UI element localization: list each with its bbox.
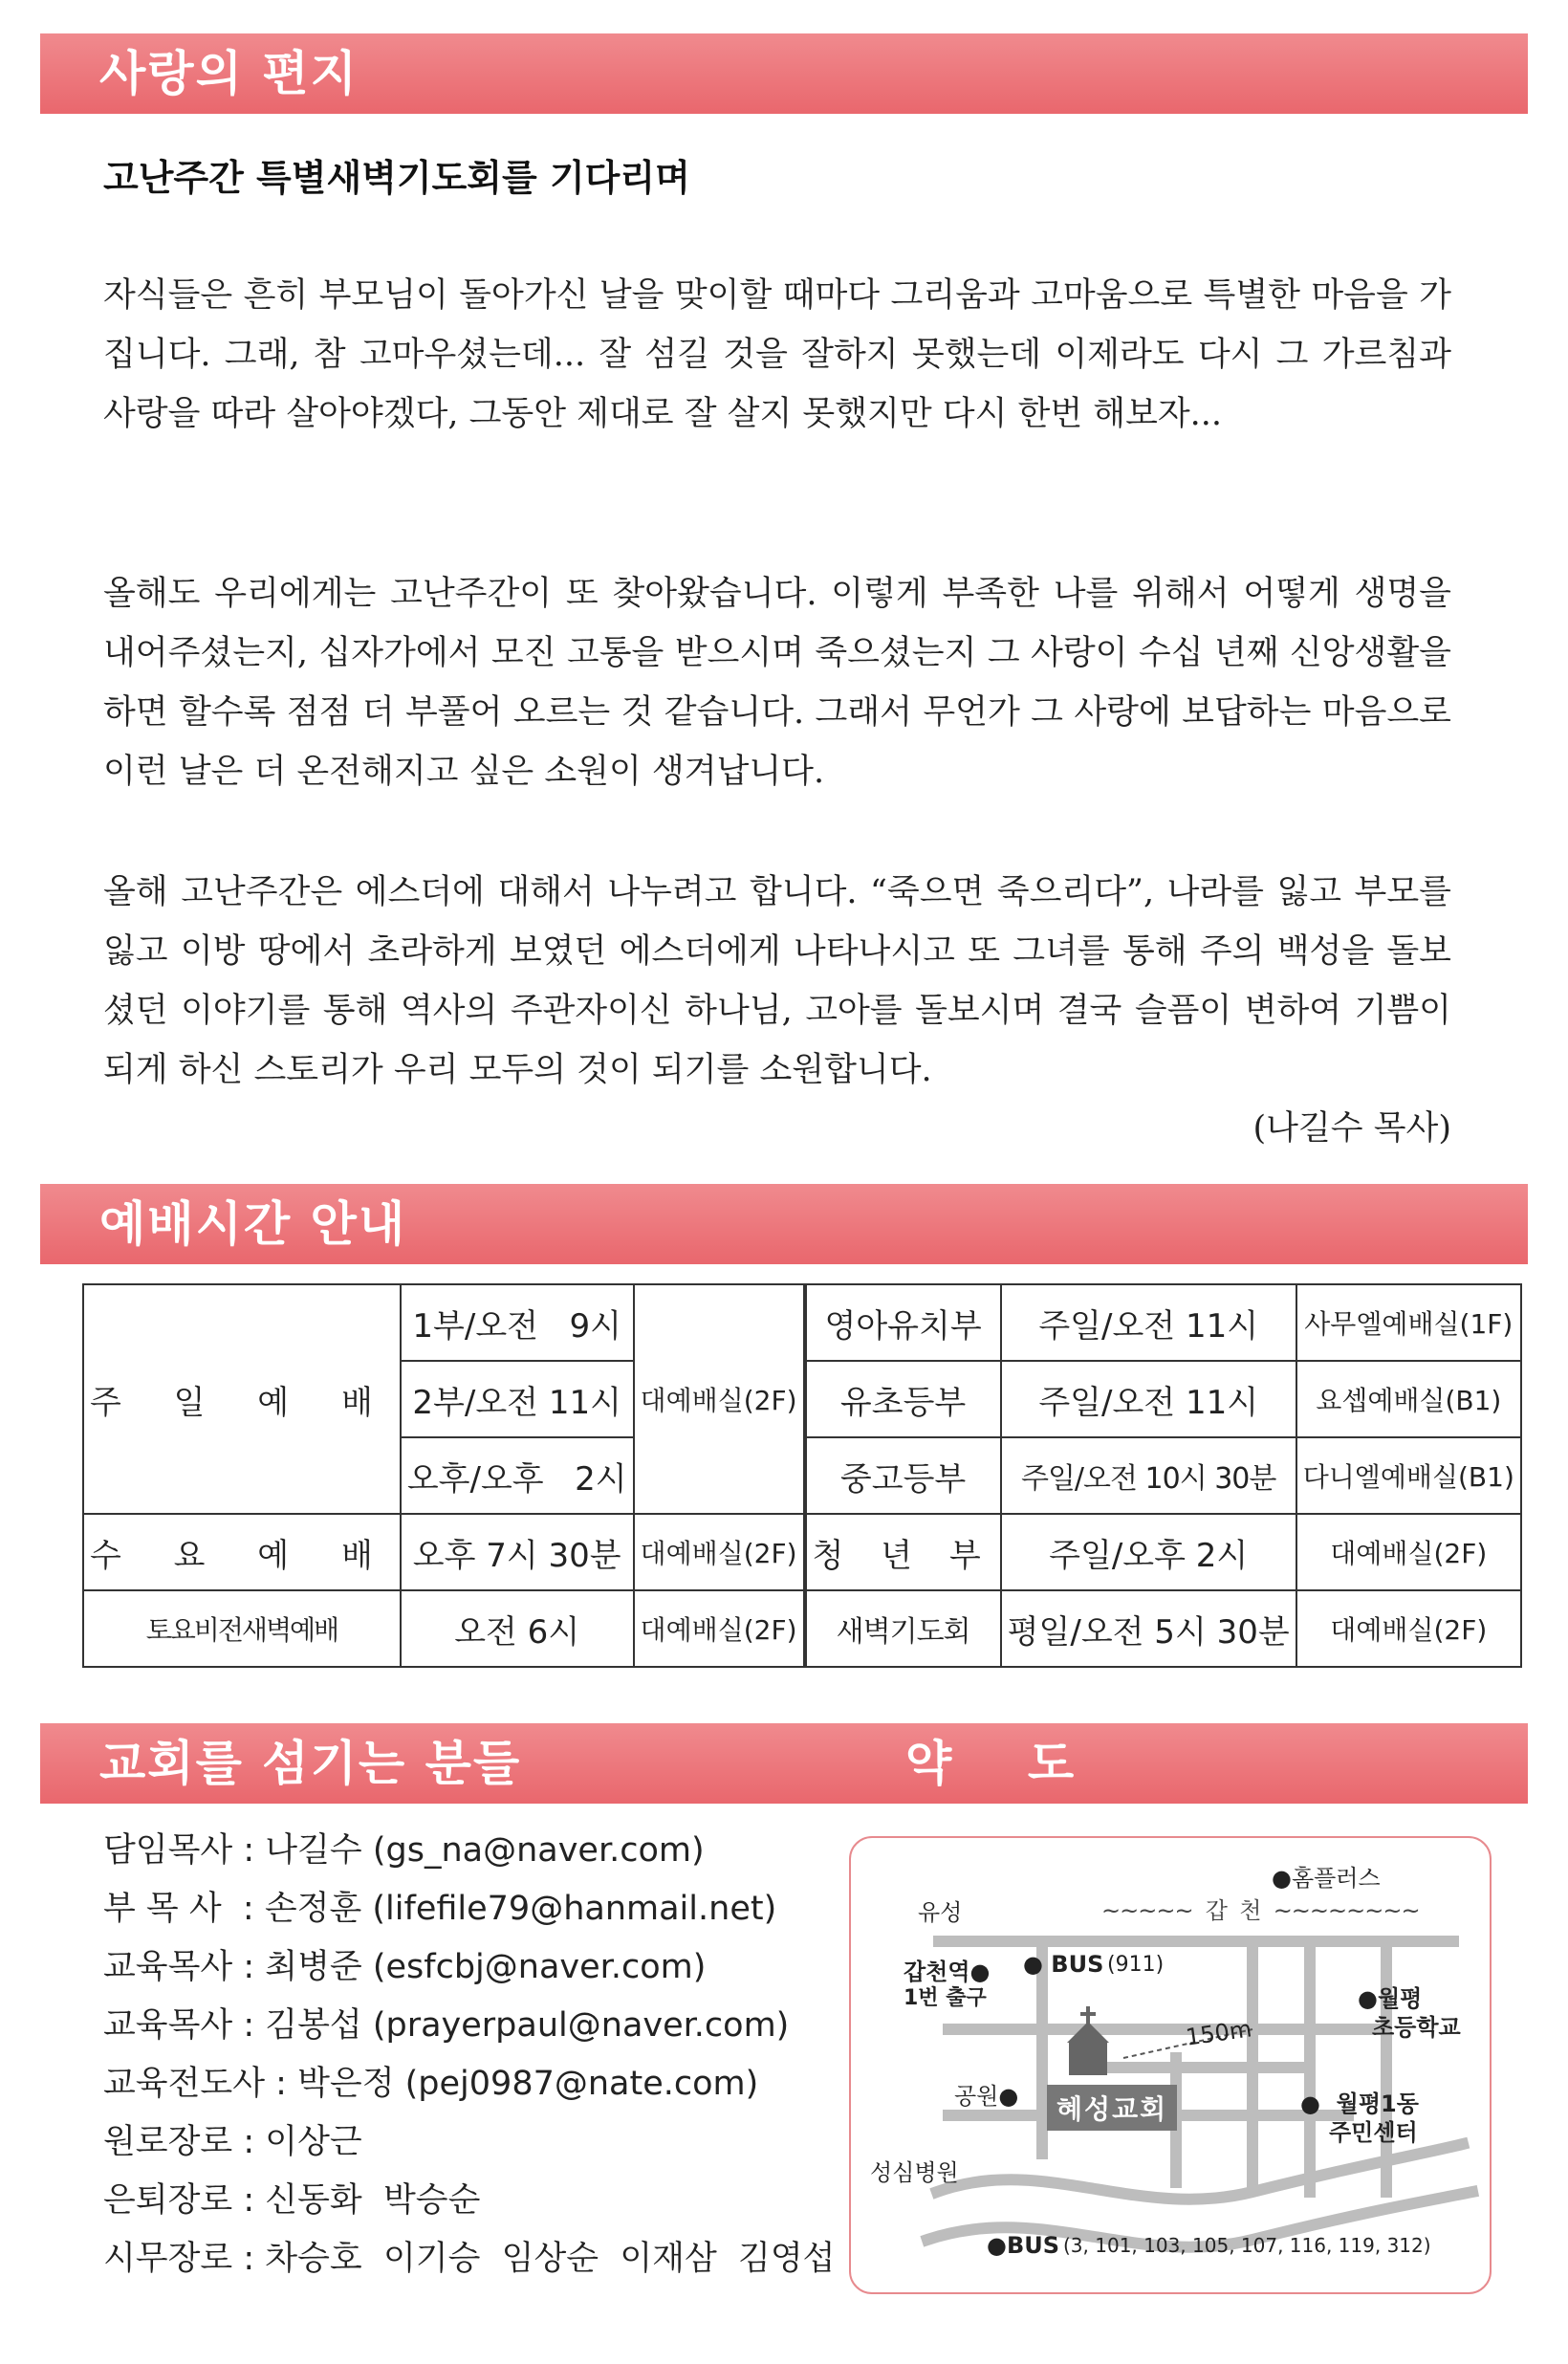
church-location-map [849,1836,1492,2294]
sunday-time-2: 2부/오전 11시 [401,1361,634,1437]
saturday-place: 대예배실(2F) [634,1590,805,1667]
letter-heading: 고난주간 특별새벽기도회를 기다리며 [103,157,690,199]
label-hospital: 성심병원 [870,2159,959,2186]
label-church: 혜성교회 [1047,2085,1177,2131]
letter-section-title: 사랑의 편지 [99,46,359,101]
letter-paragraph-1: 자식들은 흔히 부모님이 돌아가신 날을 맞이할 때마다 그리움과 고마움으로 특별한 마음을 가집니다. 그래, 참 고마우셨는데... 잘 섬길 것을 잘하지 못했는데 이제라도 다시 그 가르침과 사랑을 따라 살아야겠다, 그동안 제대로 잘 살지 못했지만 다시 한번 해보자... [103,276,1451,433]
dept-time-3: 주일/오전 10시 30분 [1001,1437,1296,1514]
dept-name-3: 중고등부 [805,1437,1001,1514]
dept-time-4: 주일/오후 2시 [1001,1514,1296,1590]
label-community-1: ● 월평1동 [1300,2090,1419,2117]
label-school-2: 초등학교 [1372,2014,1461,2041]
saturday-time: 오전 6시 [401,1590,634,1667]
label-park: 공원● [954,2083,1019,2110]
label-bus-top-route: (911) [1107,1953,1165,1977]
saturday-service-label: 토요비전새벽예배 [83,1590,401,1667]
church-cross-horizontal [1080,2012,1096,2016]
sunday-time-1: 1부/오전 9시 [401,1284,634,1361]
staff-row: 은퇴장로 : 신동화 박승순 [103,2181,481,2220]
dept-name-2: 유초등부 [805,1361,1001,1437]
sunday-service-label: 주 일 예 배 [83,1284,401,1514]
dept-time-1: 주일/오전 11시 [1001,1284,1296,1361]
label-school-1: ●월평 [1358,1985,1423,2012]
wednesday-service-label: 수 요 예 배 [83,1514,401,1590]
wednesday-place: 대예배실(2F) [634,1514,805,1590]
staff-section-title: 교회를 섬기는 분들 [99,1736,522,1791]
staff-row: 시무장로 : 차승호 이기승 임상순 이재삼 김영섭 [103,2240,836,2278]
letter-signature: (나길수 목사) [1252,1109,1451,1148]
dept-name-1: 영아유치부 [805,1284,1001,1361]
church-icon [1067,2006,1109,2075]
label-gapcheon-station: 갑천역● [904,1959,991,1985]
label-bus-bottom-routes: (3, 101, 103, 105, 107, 116, 119, 312) [1063,2234,1431,2257]
worship-section-banner [40,1184,1528,1264]
dept-name-5: 새벽기도회 [805,1590,1001,1667]
staff-row: 원로장로 : 이상근 [103,2123,362,2161]
dept-place-2: 요셉예배실(B1) [1296,1361,1521,1437]
table-row [83,1284,1521,1361]
label-bus-bottom: ●BUS [987,2232,1060,2259]
label-bus-top: ● BUS [1023,1951,1104,1978]
label-homeplus: ●홈플러스 [1272,1865,1381,1892]
dept-name-4: 청 년 부 [805,1514,1001,1590]
dept-time-5: 평일/오전 5시 30분 [1001,1590,1296,1667]
letter-section-banner [40,33,1528,114]
staff-section-banner [40,1723,1528,1804]
table-row [83,1590,1521,1667]
staff-list [103,1822,835,2288]
church-body [1069,2041,1107,2075]
label-river: ~~~~~ 갑 천 ~~~~~~~~ [1101,1897,1420,1924]
map-section-title: 약 도 [905,1736,1077,1791]
dept-place-4: 대예배실(2F) [1296,1514,1521,1590]
staff-row: 부 목 사 : 손정훈 (lifefile79@hanmail.net) [103,1890,777,1928]
label-station-exit: 1번 출구 [904,1986,987,2010]
sunday-time-3: 오후/오후 2시 [401,1437,634,1514]
table-row [83,1514,1521,1590]
dept-place-3: 다니엘예배실(B1) [1296,1437,1521,1514]
staff-row: 교육목사 : 최병준 (esfcbj@naver.com) [103,1948,707,1986]
label-community-2: 주민센터 [1329,2119,1418,2146]
sunday-place: 대예배실(2F) [634,1284,805,1514]
worship-section-title: 예배시간 안내 [99,1196,407,1252]
letter-paragraph-2: 올해도 우리에게는 고난주간이 또 찾아왔습니다. 이렇게 부족한 나를 위해서 어떻게 생명을 내어주셨는지, 십자가에서 모진 고통을 받으시며 죽으셨는지 그 사랑이 수십 년째 신앙생활을 하면 할수록 점점 더 부풀어 오르는 것 같습니다. 그래서 무언가 그 사랑에 보답하는 마음으로 이런 날은 더 온전해지고 싶은 소원이 생겨납니다. [103,575,1451,791]
dept-place-5: 대예배실(2F) [1296,1590,1521,1667]
staff-row: 교육전도사 : 박은정 (pej0987@nate.com) [103,2065,759,2103]
staff-row: 담임목사 : 나길수 (gs_na@naver.com) [103,1831,705,1870]
label-yuseong: 유성 [918,1899,963,1926]
staff-row: 교육목사 : 김봉섭 (prayerpaul@naver.com) [103,2006,790,2045]
dept-time-2: 주일/오전 11시 [1001,1361,1296,1437]
worship-schedule-table [82,1283,1522,1668]
dept-place-1: 사무엘예배실(1F) [1296,1284,1521,1361]
label-distance: 150m [1184,2015,1253,2051]
wednesday-time: 오후 7시 30분 [401,1514,634,1590]
letter-paragraph-3: 올해 고난주간은 에스더에 대해서 나누려고 합니다. “죽으면 죽으리다”, 나라를 잃고 부모를 잃고 이방 땅에서 초라하게 보였던 에스더에게 나타나시고 또 그녀를 통해 주의 백성을 돌보셨던 이야기를 통해 역사의 주관자이신 하나님, 고아를 돌보시며 결국 슬픔이 변하여 기쁨이 되게 하신 스토리가 우리 모두의 것이 되기를 소원합니다. [103,873,1451,1089]
